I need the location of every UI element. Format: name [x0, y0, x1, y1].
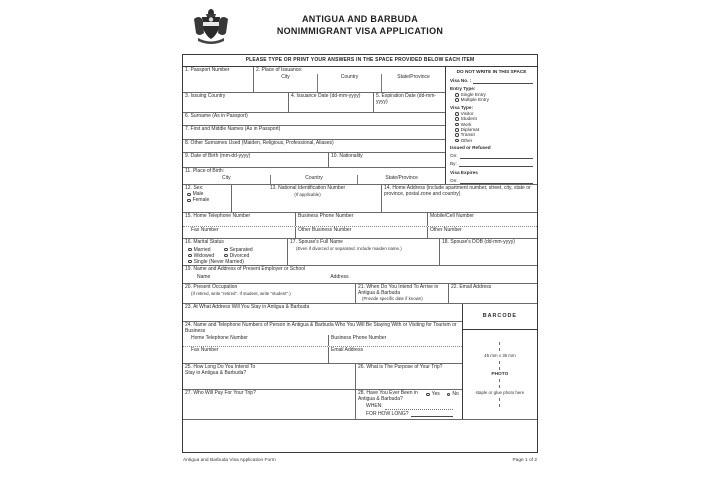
row-stay-address — [183, 304, 462, 322]
radio-yes[interactable] — [426, 393, 430, 397]
option-label: Student — [460, 116, 477, 122]
row-payer-prior-visit — [183, 390, 462, 419]
employer-name-label: Name — [197, 273, 211, 280]
field-place-of-issuance — [253, 67, 445, 92]
sex-option — [185, 198, 231, 204]
occupation-label: 20. Present Occupation — [185, 283, 238, 290]
option-label: Other — [460, 137, 473, 143]
bottom-section — [183, 304, 537, 420]
radio-diplomat[interactable] — [455, 128, 459, 132]
field-spouse-name[interactable] — [287, 239, 439, 265]
on-label: On: — [450, 153, 458, 159]
row-place-of-birth — [183, 168, 445, 184]
option-label: No — [452, 390, 459, 397]
entry-type-option — [450, 97, 533, 102]
row-contact-person — [183, 322, 462, 364]
option-label: Diplomat — [460, 127, 480, 133]
radio-multiple-entry[interactable] — [455, 98, 459, 102]
empty-row — [183, 420, 537, 452]
option-label: Separated — [229, 246, 253, 253]
radio-transit[interactable] — [455, 133, 459, 137]
field-home-phone[interactable]: 15. Home Telephone Number — [185, 212, 251, 219]
instruction-banner: PLEASE TYPE OR PRINT YOUR ANSWERS IN THE SPACE PROVIDED BELOW EACH ITEM — [182, 54, 538, 67]
place-of-issuance-columns — [254, 74, 445, 92]
field-email[interactable]: 22. Email Address — [448, 284, 537, 303]
field-contact-business-phone[interactable]: Business Phone Number — [328, 335, 462, 346]
row-first-middle-names — [183, 126, 445, 140]
field-fax-number[interactable]: Fax Number — [191, 226, 219, 233]
radio-married[interactable] — [188, 248, 192, 252]
issued-by-line — [450, 161, 533, 167]
row-phone-numbers — [183, 213, 537, 239]
bottom-fields — [183, 304, 462, 419]
contact-subrow-1 — [183, 335, 462, 346]
photo-area — [463, 330, 537, 419]
radio-no[interactable] — [447, 393, 451, 397]
issued-refused-label: Issued or Refused — [450, 145, 491, 151]
arrival-label: 21. When Do You Intend To Arrive in Antigua & Barbuda — [358, 283, 439, 296]
field-passport-number[interactable]: 1. Passport Number — [185, 67, 230, 73]
arrival-note: (Provide specific date if known) — [362, 296, 423, 302]
row-dob-nationality — [183, 153, 445, 168]
marital-options — [185, 247, 287, 265]
visa-type-label: Visa Type: — [450, 105, 474, 111]
page-footer — [182, 458, 538, 463]
radio-visitor[interactable] — [455, 112, 459, 116]
radio-divorced[interactable] — [224, 254, 228, 258]
form-header — [182, 5, 538, 54]
radio-widowed[interactable] — [188, 254, 192, 258]
row-surname — [183, 113, 445, 126]
barcode-photo-panel — [462, 304, 537, 419]
issued-on-line — [450, 153, 533, 159]
row-country-dates — [183, 93, 445, 113]
marital-status-label: 16. Marital Status — [185, 238, 224, 245]
how-long-input-line[interactable] — [411, 413, 453, 417]
photo-size-label: 45 mm x 35 mm — [484, 353, 516, 359]
option-label: Married — [193, 246, 211, 253]
expires-on-input-line[interactable] — [460, 179, 533, 184]
contact-person-label: 24. Name and Telephone Numbers of Person in Antigua & Barbuda Who You Will Be Staying With or Visiting for Tourism or Business — [185, 321, 457, 334]
national-id-note: (If applicable) — [294, 191, 321, 197]
row-employer — [183, 266, 537, 284]
occupation-note: (If retired, write "retired". If student, write "student".) — [191, 290, 291, 296]
row-marital-spouse — [183, 239, 537, 266]
field-trip-payer[interactable]: 27. Who Will Pay For Your Trip? — [185, 389, 256, 396]
marital-option — [188, 259, 287, 265]
field-first-middle-names[interactable]: 7. First and Middle Names (As in Passport) — [185, 126, 281, 132]
option-label: Single (Never Married) — [193, 258, 244, 265]
row-passport-place — [183, 67, 445, 93]
option-label: Single Entry — [460, 92, 486, 98]
field-marital-status — [183, 239, 287, 265]
radio-student[interactable] — [455, 117, 459, 121]
field-other-business-number[interactable]: Other Business Number — [295, 227, 427, 238]
sidebar-title: DO NOT WRITE IN THIS SPACE — [456, 69, 527, 74]
col-state-province[interactable]: State/Province — [381, 74, 445, 92]
top-fields — [183, 67, 445, 184]
official-use-sidebar — [445, 67, 537, 184]
national-id-label: 13. National Identification Number — [269, 184, 346, 191]
form-title-line2: NONIMMIGRANT VISA APPLICATION — [276, 26, 444, 36]
crop-mark — [499, 379, 500, 388]
how-long-label: FOR HOW LONG? — [366, 410, 409, 417]
field-issuance-date[interactable]: 4. Issuance Date (dd-mm-yyyy) — [288, 93, 373, 112]
when-label: WHEN: — [366, 403, 383, 410]
expires-on-line — [450, 178, 533, 184]
row-other-surnames — [183, 140, 445, 153]
how-long-line — [366, 412, 453, 418]
col-country[interactable]: Country — [270, 175, 358, 184]
form-title-line1: ANTIGUA AND BARBUDA — [301, 14, 419, 24]
radio-single[interactable] — [188, 260, 192, 264]
prior-visit-question-row — [358, 391, 459, 402]
yes-option — [426, 392, 440, 397]
field-stay-address[interactable]: 23. At What Address Will You Stay in Antigua & Barbuda — [185, 303, 310, 310]
coat-of-arms-icon — [190, 7, 232, 47]
phone-subrow-2 — [183, 226, 537, 238]
option-label: Transit — [460, 132, 475, 138]
radio-work[interactable] — [455, 123, 459, 127]
top-section — [183, 67, 537, 185]
field-sex — [183, 185, 231, 212]
place-of-issuance-label: 2. Place of Issuance: — [256, 67, 303, 73]
entry-type-label: Entry Type: — [450, 86, 476, 92]
field-trip-purpose[interactable]: 26. What is The Purpose of Your Trip? — [355, 364, 462, 389]
field-place-of-birth — [183, 168, 445, 184]
option-label: Male — [192, 190, 204, 197]
option-label: Multiple Entry — [460, 97, 489, 103]
footer-form-name: Antigua and Barbuda Visa Application Form — [183, 457, 276, 463]
option-label: Female — [192, 196, 210, 203]
field-stay-length[interactable] — [183, 364, 355, 389]
option-label: Yes — [431, 390, 440, 397]
issued-on-input-line[interactable] — [460, 154, 533, 159]
field-mobile-phone[interactable]: Mobile/Cell Number — [427, 213, 537, 226]
option-label: Divorced — [229, 252, 250, 259]
when-input-line[interactable] — [385, 406, 453, 410]
field-nationality[interactable]: 10. Nationality — [328, 153, 445, 167]
employer-address-label: Address — [330, 273, 349, 280]
option-label: Widowed — [193, 252, 215, 259]
on-label: On: — [450, 177, 458, 183]
by-label: By: — [450, 161, 457, 167]
field-expiration-date[interactable]: 5. Expiration Date (dd-mm-yyyy) — [373, 93, 445, 112]
spouse-name-note: (Even if divorced or separated. Include maiden name.) — [296, 245, 402, 251]
field-contact-fax[interactable]: Fax Number — [191, 347, 219, 354]
stay-length-label: 25. How Long Do You Intend To Stay in Antigua & Barbuda? — [185, 363, 256, 376]
when-line — [366, 404, 453, 410]
crop-mark — [499, 361, 500, 370]
phone-subrow-1 — [183, 213, 537, 226]
issued-by-input-line[interactable] — [459, 162, 533, 167]
radio-other[interactable] — [455, 139, 459, 143]
field-spouse-dob[interactable]: 18. Spouse's DOB (dd-mm-yyyy) — [439, 239, 537, 265]
no-option — [447, 392, 459, 397]
barcode-area: BARCODE — [463, 304, 537, 330]
crop-mark — [499, 342, 500, 351]
radio-female[interactable] — [187, 199, 191, 203]
visa-type-option — [450, 138, 533, 143]
field-surname[interactable]: 6. Surname (As in Passport) — [185, 113, 248, 119]
field-issuing-country[interactable]: 3. Issuing Country — [185, 93, 226, 99]
visa-no-input-line[interactable] — [473, 79, 533, 84]
field-national-id[interactable] — [231, 185, 381, 212]
field-arrival-date[interactable] — [355, 284, 448, 303]
row-sex-id-address — [183, 185, 537, 213]
employer-label: 19. Name and Address of Present Employer or School — [185, 265, 306, 272]
field-other-surnames[interactable]: 8. Other Surnames Used (Maiden, Religious, Professional, Aliases) — [185, 140, 334, 146]
radio-single-entry[interactable] — [455, 93, 459, 97]
sex-label: 12. Sex: — [185, 184, 204, 191]
spouse-name-label: 17. Spouse's Full Name — [290, 238, 343, 245]
field-contact-email[interactable]: Email Address — [328, 347, 462, 363]
visa-no-label: Visa No. : — [450, 77, 472, 83]
place-of-birth-columns — [183, 175, 445, 184]
employer-sublabels — [185, 275, 537, 281]
visa-application-page — [182, 0, 538, 463]
contact-subrow-2 — [183, 346, 462, 363]
field-occupation[interactable] — [183, 284, 355, 303]
field-contact-home-phone[interactable]: Home Telephone Number — [191, 335, 248, 342]
crop-mark — [499, 398, 500, 407]
col-city[interactable]: City — [281, 73, 290, 80]
field-home-address[interactable]: 14. Home Address (include apartment number, street, city, state or province, postal zone and country) — [381, 185, 537, 212]
col-country[interactable]: Country — [317, 74, 381, 92]
photo-label: PHOTO — [491, 371, 509, 377]
field-date-of-birth[interactable]: 9. Date of Birth (mm-dd-yyyy) — [185, 153, 251, 159]
col-state-province[interactable]: State/Province — [357, 175, 445, 184]
field-prior-visit — [355, 390, 462, 419]
radio-separated[interactable] — [224, 248, 228, 252]
form-table — [182, 67, 538, 453]
row-occupation-arrival-email — [183, 284, 537, 304]
place-of-birth-label: 11. Place of Birth: — [185, 168, 225, 174]
visa-no-line — [450, 78, 533, 84]
radio-male[interactable] — [187, 193, 191, 197]
col-city[interactable]: City — [222, 174, 231, 181]
field-business-phone[interactable]: Business Phone Number — [295, 213, 427, 226]
photo-note: staple or glue photo here — [475, 390, 525, 396]
field-employer[interactable] — [183, 266, 537, 283]
option-label: Work — [460, 121, 472, 127]
visa-expires-label: Visa Expires — [450, 169, 478, 175]
field-other-number[interactable]: Other Number — [427, 227, 537, 238]
prior-visit-question: 28. Have You Ever Been in Antigua & Barbuda? — [358, 389, 418, 402]
yes-no-options — [426, 392, 459, 402]
footer-page-number: Page 1 of 2 — [512, 457, 537, 463]
row-stay-length-purpose — [183, 364, 462, 390]
option-label: Visitor — [460, 111, 474, 117]
